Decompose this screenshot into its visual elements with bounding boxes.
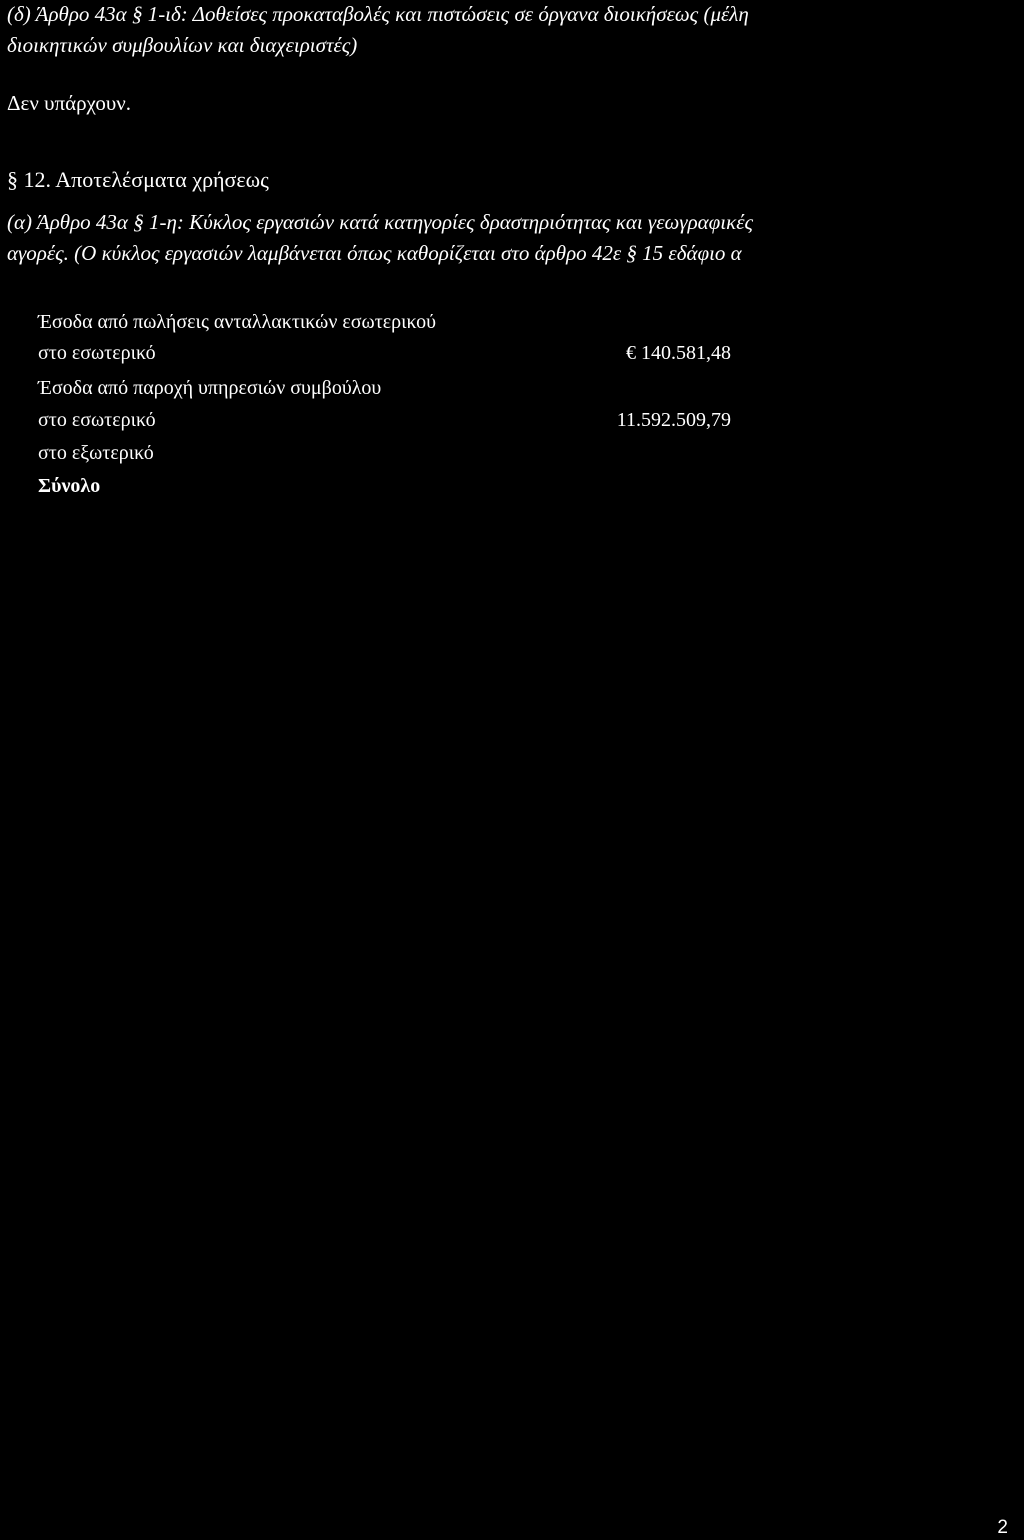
row-label: Έσοδα από πωλήσεις ανταλλακτικών εσωτερικού [38, 311, 437, 333]
subsection-a-title-line-1: (α) Άρθρο 43α § 1-η: Κύκλος εργασιών κατά κατηγορίες δραστηριότητας και γεωγραφικές [7, 210, 754, 234]
row-value: € 140.581,48 [626, 342, 731, 364]
page-number: 2 [997, 1517, 1008, 1538]
total-label: Σύνολο [38, 475, 101, 497]
row-label: Έσοδα από παροχή υπηρεσιών συμβούλου [38, 377, 382, 399]
row-value: 11.592.509,79 [616, 409, 731, 431]
row-label: στο εξωτερικό [38, 442, 154, 464]
section-d-title-line-1: (δ) Άρθρο 43α § 1-ιδ: Δοθείσες προκαταβολές και πιστώσεις σε όργανα διοικήσεως (μέλη [7, 2, 749, 26]
section-d-title-line-2: διοικητικών συμβουλίων και διαχειριστές) [7, 33, 358, 57]
subsection-a-title-line-2: αγορές. (Ο κύκλος εργασιών λαμβάνεται όπως καθορίζεται στο άρθρο 42ε § 15 εδάφιο α [7, 241, 742, 265]
section-d-body: Δεν υπάρχουν. [7, 91, 132, 115]
section-12-heading: § 12. Αποτελέσματα χρήσεως [7, 167, 269, 192]
row-label: στο εσωτερικό [38, 342, 156, 364]
row-label: στο εσωτερικό [38, 409, 156, 431]
